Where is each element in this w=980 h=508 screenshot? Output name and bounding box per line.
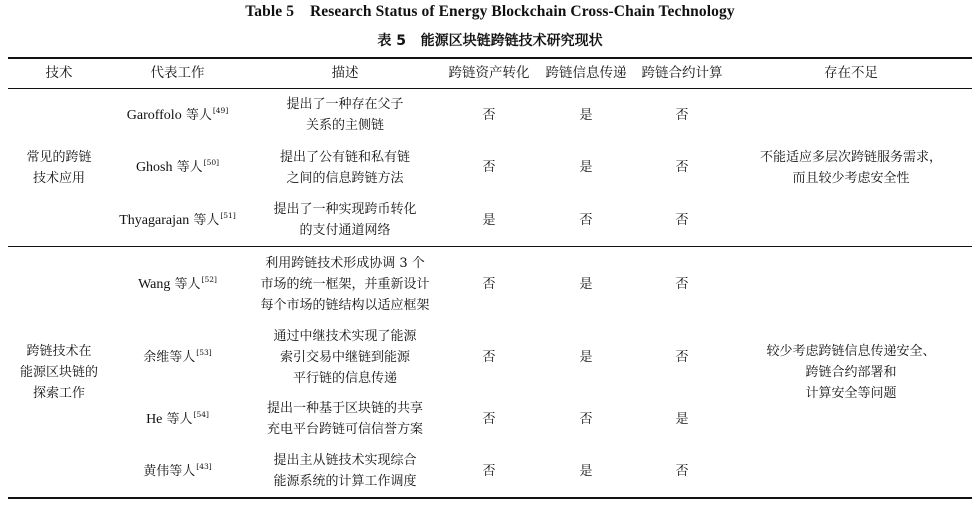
info-transfer-value: 是 — [579, 463, 593, 479]
asset-conversion-value: 否 — [482, 463, 496, 479]
representative-work: Wang 等人[52] — [138, 274, 217, 292]
table-title-zh: 表 5 能源区块链跨链技术研究现状 — [377, 33, 603, 49]
work-description: 提出了公有链和私有链 之间的信息跨链方法 — [279, 149, 410, 186]
asset-conversion-value: 否 — [482, 276, 496, 292]
header-tech: 技术 — [45, 65, 73, 81]
representative-work: Thyagarajan 等人[51] — [119, 210, 236, 228]
contract-computing-value: 否 — [675, 212, 689, 228]
contract-computing-value: 否 — [675, 276, 689, 292]
work-description: 提出一种基于区块链的共享 充电平台跨链可信信誉方案 — [266, 401, 423, 437]
asset-conversion-value: 否 — [482, 411, 496, 427]
info-transfer-value: 是 — [579, 349, 593, 365]
info-transfer-value: 是 — [579, 107, 593, 123]
group-shortcoming: 较少考虑跨链信息传递安全、 跨链合约部署和 计算安全等问题 — [766, 343, 936, 401]
table-title-en: Table 5 Research Status of Energy Blockchain Cross-Chain Technology — [245, 3, 735, 20]
header-description: 描述 — [331, 65, 359, 81]
info-transfer-value: 是 — [579, 160, 593, 175]
work-description: 利用跨链技术形成协调 3 个 市场的统一框架，并重新设计 每个市场的链结构以适应框架 — [260, 255, 430, 313]
representative-work: Garoffolo 等人[49] — [126, 105, 229, 123]
asset-conversion-value: 是 — [482, 212, 496, 228]
group-tech-label: 跨链技术在 能源区块链的 探索工作 — [19, 343, 98, 401]
header-asset-conversion: 跨链资产转化 — [448, 65, 530, 81]
contract-computing-value: 是 — [675, 411, 689, 427]
representative-work: 余维等人[53] — [143, 347, 212, 365]
group-tech-label: 常见的跨链 技术应用 — [26, 149, 92, 186]
header-contract-computing: 跨链合约计算 — [641, 65, 723, 81]
asset-conversion-value: 否 — [482, 160, 496, 175]
header-shortcoming: 存在不足 — [824, 65, 878, 81]
work-description: 提出了一种实现跨币转化 的支付通道网络 — [273, 202, 417, 238]
bottom-rule — [8, 497, 972, 499]
info-transfer-value: 是 — [579, 276, 593, 292]
contract-computing-value: 否 — [675, 463, 689, 479]
group-shortcoming: 不能适应多层次跨链服务需求， 而且较少考虑安全性 — [759, 149, 942, 186]
header-representative-work: 代表工作 — [150, 65, 205, 81]
contract-computing-value: 否 — [675, 107, 689, 123]
work-description: 通过中继技术实现了能源 索引交易中继链到能源 平行链的信息传递 — [273, 328, 417, 386]
asset-conversion-value: 否 — [482, 107, 496, 123]
header-info-transfer: 跨链信息传递 — [545, 65, 627, 81]
info-transfer-value: 否 — [579, 212, 593, 228]
representative-work: He 等人[54] — [146, 409, 209, 427]
work-description: 提出主从链技术实现综合 能源系统的计算工作调度 — [273, 453, 417, 489]
contract-computing-value: 否 — [675, 160, 689, 175]
contract-computing-value: 否 — [675, 349, 689, 365]
representative-work: 黄伟等人[43] — [143, 461, 212, 479]
representative-work: Ghosh 等人[50] — [135, 158, 220, 175]
asset-conversion-value: 否 — [482, 349, 496, 365]
work-description: 提出了一种存在父子 关系的主侧链 — [286, 97, 404, 133]
info-transfer-value: 否 — [579, 411, 593, 427]
